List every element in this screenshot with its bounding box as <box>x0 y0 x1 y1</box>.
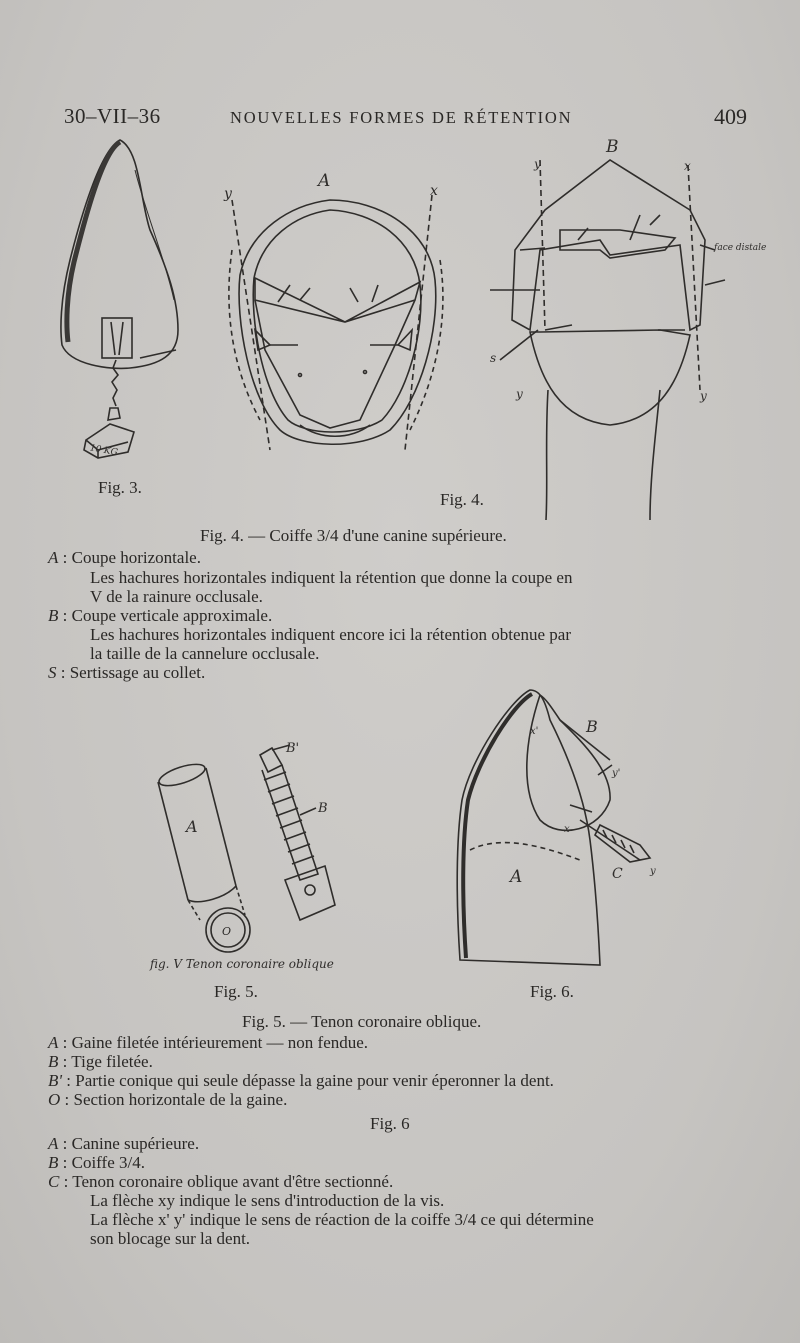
fig4-label-y-top: y <box>534 157 541 171</box>
fig5-label: Fig. 5. <box>214 982 258 1001</box>
caption-fig4-s <box>48 663 205 683</box>
caption-fig6-c <box>48 1172 393 1192</box>
caption-fig5-o <box>48 1090 287 1110</box>
fig5-label-o: O <box>222 925 232 938</box>
fig4-section-a <box>229 195 443 450</box>
caption-fig6-a <box>48 1134 199 1154</box>
caption-key: B' <box>48 1071 63 1090</box>
fig4-label-face: face distale <box>714 243 767 253</box>
caption-key: C <box>48 1172 60 1191</box>
caption-fig5-bp <box>48 1071 554 1091</box>
fig4-section-b <box>490 160 725 520</box>
fig4-label-a: A <box>318 171 331 191</box>
caption-fig4-title: Fig. 4. — Coiffe 3/4 d'une canine supérieure. <box>200 526 507 545</box>
fig6-label-xp: x' <box>530 726 539 737</box>
fig5-handwritten-caption: fig. V Tenon coronaire oblique <box>150 957 334 971</box>
fig6-label: Fig. 6. <box>530 982 574 1001</box>
caption-fig4-a-line2: Les hachures horizontales indiquent la rétention que donne la coupe en <box>90 568 573 587</box>
fig6-label-x: x <box>564 824 570 835</box>
caption-text: : Gaine filetée intérieurement — non fendue. <box>62 1033 369 1052</box>
fig3-weight-label: 10 KG <box>88 443 119 459</box>
caption-key: A <box>48 548 59 567</box>
header-date: 30–VII–36 <box>64 104 161 128</box>
fig4-label: Fig. 4. <box>440 490 484 509</box>
fig4-label-s: s <box>490 351 497 365</box>
caption-text: : Coiffe 3/4. <box>62 1153 145 1172</box>
caption-key: B <box>48 1153 59 1172</box>
page-number: 409 <box>714 104 747 129</box>
fig5-label-b: B <box>318 801 328 816</box>
caption-fig4-b-line2: Les hachures horizontales indiquent encore ici la rétention obtenue par <box>90 625 572 644</box>
caption-text: : Partie conique qui seule dépasse la gaine pour venir éperonner la dent. <box>66 1071 554 1090</box>
caption-text: : Tenon coronaire oblique avant d'être sectionné. <box>63 1172 394 1191</box>
caption-text: : Canine supérieure. <box>62 1134 200 1153</box>
caption-fig5-a <box>48 1033 368 1053</box>
caption-fig6-line6: son blocage sur la dent. <box>90 1229 251 1248</box>
caption-fig6-line5: La flèche x' y' indique le sens de réaction de la coiffe 3/4 ce qui détermine <box>90 1210 594 1229</box>
fig6-label-c: C <box>612 866 623 882</box>
caption-text: : Section horizontale de la gaine. <box>64 1090 288 1109</box>
caption-fig4-a <box>48 548 201 568</box>
caption-key: B <box>48 606 59 625</box>
caption-key: O <box>48 1090 61 1109</box>
caption-fig4-b-line3: la taille de la cannelure occlusale. <box>90 644 320 663</box>
fig3-tooth-drawing <box>61 140 178 458</box>
fig4-label-b: B <box>606 137 619 157</box>
caption-text: : Tige filetée. <box>62 1052 153 1071</box>
caption-fig5-b <box>48 1052 153 1072</box>
fig3-label: Fig. 3. <box>98 478 142 497</box>
caption-key: S <box>48 663 57 682</box>
fig6-drawing <box>457 690 650 965</box>
caption-key: A <box>48 1033 59 1052</box>
fig4-label-x-left: y <box>224 186 232 202</box>
fig4-label-x-top: x <box>684 159 691 173</box>
caption-key: B <box>48 1052 59 1071</box>
caption-fig6-b <box>48 1153 145 1173</box>
caption-fig4-a-line3: V de la rainure occlusale. <box>90 587 263 606</box>
caption-fig4-b <box>48 606 272 626</box>
fig4-label-x-right: x <box>430 183 438 199</box>
caption-fig6-title: Fig. 6 <box>370 1114 410 1133</box>
fig5-label-a: A <box>186 817 198 836</box>
caption-key: A <box>48 1134 59 1153</box>
caption-text: : Coupe horizontale. <box>62 548 201 567</box>
fig6-label-y: y <box>650 866 656 877</box>
fig6-label-a: A <box>510 867 523 887</box>
fig6-label-yp: y' <box>612 768 621 779</box>
fig5-drawing <box>157 745 335 952</box>
fig4-label-y-right: y <box>700 389 707 403</box>
header-title: NOUVELLES FORMES DE RÉTENTION <box>230 108 573 127</box>
caption-fig6-line4: La flèche xy indique le sens d'introduction de la vis. <box>90 1191 445 1210</box>
fig6-label-b: B <box>586 717 598 736</box>
caption-text: : Coupe verticale approximale. <box>62 606 273 625</box>
fig4-label-y-left: y <box>516 387 523 401</box>
caption-fig5-title: Fig. 5. — Tenon coronaire oblique. <box>242 1012 482 1031</box>
fig5-label-bp: B' <box>286 741 300 756</box>
caption-text: : Sertissage au collet. <box>60 663 206 682</box>
